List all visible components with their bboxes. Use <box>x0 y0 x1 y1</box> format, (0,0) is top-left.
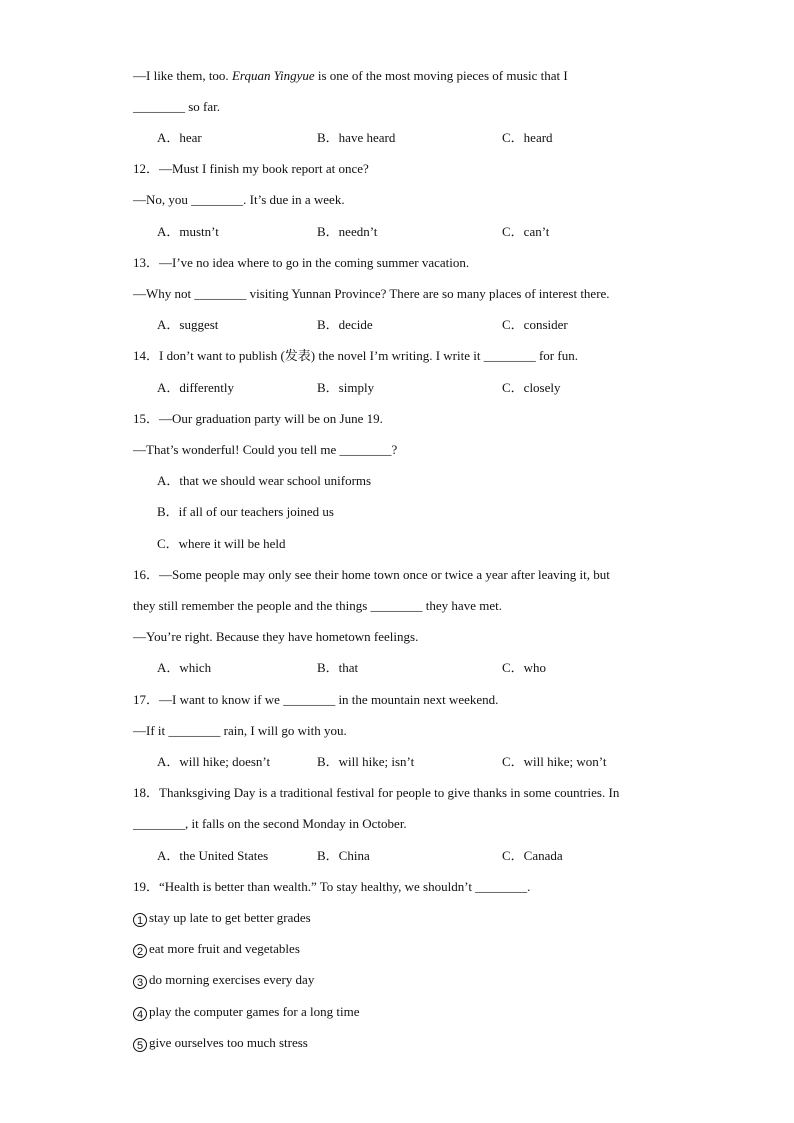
q13-option-b: B．decide <box>317 317 373 332</box>
q19-item-3: 3 do morning exercises every day <box>133 972 314 989</box>
q18-option-c: C．Canada <box>502 848 563 863</box>
circled-number-3: 3 <box>133 975 147 989</box>
q16-question-line2: they still remember the people and the things ________ they have met. <box>133 598 502 613</box>
q15-reply: —That’s wonderful! Could you tell me ________? <box>133 442 398 457</box>
circled-number-5: 5 <box>133 1038 147 1052</box>
q19-item-4: 4 play the computer games for a long time <box>133 1004 359 1021</box>
q17-option-c: C．will hike; won’t <box>502 754 607 769</box>
q14-option-b: B．simply <box>317 380 375 395</box>
q14-question: 14．I don’t want to publish (发表) the novel I’m writing. I write it ________ for fun. <box>133 348 578 363</box>
q16-question-line1: 16．—Some people may only see their home town once or twice a year after leaving it, but <box>133 567 610 582</box>
q12-option-c: C．can’t <box>502 224 550 239</box>
q19-item-5: 5 give ourselves too much stress <box>133 1035 308 1052</box>
circled-number-4: 4 <box>133 1007 147 1021</box>
q13-option-a: A．suggest <box>157 317 219 332</box>
q15-option-c: C．where it will be held <box>157 536 286 551</box>
q16-option-a: A．which <box>157 660 212 675</box>
q14-option-a: A．differently <box>157 380 235 395</box>
q13-reply: —Why not ________ visiting Yunnan Province? There are so many places of interest there. <box>133 286 610 301</box>
q17-option-a: A．will hike; doesn’t <box>157 754 271 769</box>
q18-option-a: A．the United States <box>157 848 269 863</box>
q19-item-2: 2 eat more fruit and vegetables <box>133 941 300 958</box>
q17-option-b: B．will hike; isn’t <box>317 754 415 769</box>
q18-question-line1: 18．Thanksgiving Day is a traditional festival for people to give thanks in some countries. In <box>133 785 620 800</box>
q15-question: 15．—Our graduation party will be on June 19. <box>133 411 383 426</box>
circled-number-1: 1 <box>133 913 147 927</box>
circled-number-2: 2 <box>133 944 147 958</box>
q11-option-a: A．hear <box>157 130 202 145</box>
q15-option-a: A．that we should wear school uniforms <box>157 473 372 488</box>
q17-reply: —If it ________ rain, I will go with you. <box>133 723 347 738</box>
q16-option-b: B．that <box>317 660 359 675</box>
q18-option-b: B．China <box>317 848 370 863</box>
q19-item-1: 1 stay up late to get better grades <box>133 910 311 927</box>
q11-option-b: B．have heard <box>317 130 396 145</box>
q12-reply: —No, you ________. It’s due in a week. <box>133 192 345 207</box>
q17-question: 17．—I want to know if we ________ in the mountain next weekend. <box>133 692 499 707</box>
q16-reply: —You’re right. Because they have hometown feelings. <box>133 629 419 644</box>
q11-text-a: —I like them, too. <box>133 68 232 83</box>
q11-option-c: C．heard <box>502 130 553 145</box>
q11-italic-title: Erquan Yingyue <box>231 68 315 83</box>
q13-option-c: C．consider <box>502 317 568 332</box>
q15-option-b: B．if all of our teachers joined us <box>157 504 334 519</box>
q12-option-b: B．needn’t <box>317 224 378 239</box>
q16-option-c: C．who <box>502 660 547 675</box>
q18-question-line2: ________, it falls on the second Monday in October. <box>133 816 407 831</box>
q19-question: 19．“Health is better than wealth.” To stay healthy, we shouldn’t ________. <box>133 879 531 894</box>
q11-line1 <box>133 68 568 84</box>
q11-text-b: is one of the most moving pieces of music that I <box>314 68 568 83</box>
q13-question: 13．—I’ve no idea where to go in the coming summer vacation. <box>133 255 470 270</box>
q12-question: 12．—Must I finish my book report at once? <box>133 161 369 176</box>
q12-option-a: A．mustn’t <box>157 224 219 239</box>
q11-line2: ________ so far. <box>133 99 221 114</box>
q14-option-c: C．closely <box>502 380 561 395</box>
